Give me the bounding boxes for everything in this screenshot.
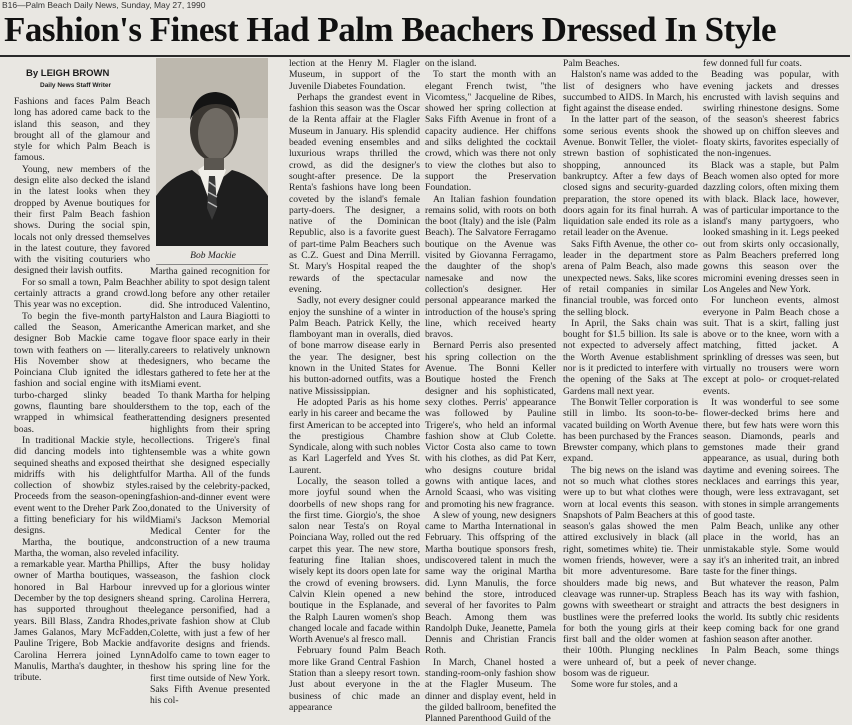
article-paragraph: Martha, the boutique, and Martha, the woman, also reveled in a remarkable year. Martha Phillips, owner of Martha boutiques, was honored in Bal Harbour in December by the top designers she has supported throughout the years. Bill Blass, Zandra Rhodes, James Galanos, Mary McFadden, Pauline Trigere, Bob Mackie and Carolina Herrera joined Lynn Manulis, Martha's daughter, in the tribute. <box>14 536 150 684</box>
article-paragraph: In the latter part of the season, some serious events shook the Avenue. Bonwit Teller, the violet-strewn bastion of sophisticated shopping, announced its bankruptcy. After a few days of closed signs and security-guarded preparation, the store opened its doors again for its final hurrah. A liquidation sale ended its role as a retail leader on the Avenue. <box>563 114 698 239</box>
article-paragraph: Some wore fur stoles, and a <box>571 679 678 691</box>
article-paragraph: lection at the Henry M. Flagler Museum, in support of the Juvenile Diabetes Foundation. <box>289 58 420 92</box>
article-column-1 <box>14 96 150 684</box>
article-paragraph: For luncheon events, almost everyone in Palm Beach chose a suit. That is a skirt, falling just above or to the knee, worn with a matching, fitted jacket. A sprinkling of dresses was seen, but virtually no trousers were worn except at polo- or croquet-related events. <box>703 295 839 397</box>
article-paragraph: To thank Martha for helping them to the top, each of the attending designers presented highlights from their spring collections. Trigere's final ensemble was a white gown that she designed especially for Martha. All of the funds raised by the celebrity-packed, fashion-and-dinner event were donated to the University of Miami's Jackson Memorial Medical Center for the construction of a new trauma facility. <box>150 390 270 560</box>
headline-rule <box>0 55 850 57</box>
article-column-6 <box>703 58 839 668</box>
article-paragraph: February found Palm Beach more like Grand Central Fashion Station than a sleepy resort town. Just about everyone in the business of chic made an appearance <box>289 645 420 713</box>
article-paragraph: For so small a town, Palm Beach certainly attracts a grand crowd. This year was no exception. <box>14 276 150 311</box>
byline: By LEIGH BROWN <box>26 68 110 79</box>
article-paragraph: Sadly, not every designer could enjoy the sunshine of a winter in Palm Beach. Patrick Kelly, the flamboyant man in overalls, died of bone marrow disease early in the year. The designer, best known in the United States for his button-adorned outfits, was a native Mississippian. <box>289 295 420 397</box>
article-paragraph: Martha gained recognition for her ability to spot design talent long before any other retailer did. She introduced Valentino, Halston and Laura Biagiotti to the American market, and she gave floor space early in their careers to relatively unknown designers, who became the stars gathered to fete her at the Miami event. <box>150 266 270 390</box>
article-column-3 <box>289 58 420 713</box>
article-paragraph: Palm Beach, unlike any other place in the world, has an unmistakable style. Some would say it's an inherited trait, an inbred taste for the finer things. <box>703 521 839 578</box>
article-paragraph: An Italian fashion foundation remains solid, with roots on both the boot (Italy) and the isle (Palm Beach). The Salvatore Ferragamo boutique on the Avenue was visited by Giovanna Ferragamo, the daughter of the shop's namesake and now the collection's designer. Her personal appearance marked the introduction of the house's spring line, which received hearty bravos. <box>425 193 556 341</box>
article-paragraph: The Bonwit Teller corporation is still in limbo. Its soon-to-be-vacated building on Worth Avenue has been purchased by the Frances Brewster company, which plans to expand. <box>563 396 698 465</box>
article-column-2 <box>150 266 270 707</box>
article-paragraph: He adopted Paris as his home early in his career and became the first American to be accepted into the prestigious Chambre Syndicale, along with such nobles as Karl Lagerfeld and Yves St. Laurent. <box>289 396 420 476</box>
headline: Fashion's Finest Had Palm Beachers Dressed In Style <box>4 10 777 49</box>
article-column-5 <box>563 58 698 691</box>
article-paragraph: Beading was popular, with evening jackets and dresses encrusted with lavish sequins and swirling rhinestone designs. Some of the season's sheerest fabrics showed up on chiffon sleeves and floaty skirts, favorites especially of the non-ingenues. <box>703 69 839 160</box>
page-header: B16—Palm Beach Daily News, Sunday, May 27, 1990 <box>2 0 206 10</box>
article-paragraph: on the island. <box>425 58 477 69</box>
designer-photo <box>156 58 268 246</box>
article-paragraph: few donned full fur coats. <box>703 58 802 69</box>
byline-subtitle: Daily News Staff Writer <box>40 82 112 89</box>
article-paragraph: To start the month with an elegant French twist, "the Vicomtess," Jacqueline de Ribes, showed her spring collection at Saks Fifth Avenue in front of a capacity audience. Her chiffons and silks delighted the cocktail crowd, which was there not only to view the clothes but also to support the Preservation Foundation. <box>425 69 556 194</box>
article-paragraph: In traditional Mackie style, he did dancing models into tight sequined sheaths and exposed their midriffs with his delightful collection of showbiz styles. Proceeds from the season-opening event went to the Dreher Park Zoo, a fitting beneficiary for his wild designs. <box>14 434 150 537</box>
article-paragraph: Halston's name was added to the list of designers who have succumbed to AIDS. In March, his fight against the disease ended. <box>563 69 698 115</box>
article-paragraph: Locally, the season tolled a more joyful sound when the doorbells of new shops rang for the first time. Giorgio's, the shoe salon near Testa's on Royal Poinciana Way, rolled out the red carpet this year. The new store, featuring fine Italian shoes, wisely kept its doors open late for the crowd of evening browsers. Calvin Klein opened a new boutique in the Esplanade, and the Ralph Lauren women's shop changed locale and facade within Worth Avenue's al fresco mall. <box>289 475 420 646</box>
article-paragraph: Black was a staple, but Palm Beach women also opted for more dazzling colors, often mixing them with black. Black lace, however, was of particular importance to the island's many partygoers, who looked smashing in it. Legs peeked out from skirts only occasionally, as Palm Beachers preferred long gowns this season over the micromini evening dresses seen in Los Angeles and New York. <box>703 159 839 295</box>
article-paragraph: In April, the Saks chain was bought for $1.5 billion. Its sale is not expected to adversely affect the Worth Avenue establishment nor is it predicted to interfere with the opening of the Saks at The Gardens mall next year. <box>563 317 698 397</box>
article-paragraph: Bernard Perris also presented his spring collection on the Avenue. The Bonni Keller Boutique hosted the French designer and his sophisticated, sexy clothes. Perris' appearance was followed by Pauline Trigere's, who held an informal fashion show at Club Colette. Victor Costa also came to town with his clothes, as did Pat Kerr, who designs couture bridal gowns with antique laces, and Arnold Scaasi, who was visiting and promoting his new fragrance. <box>425 340 556 510</box>
article-paragraph: Fashions and faces Palm Beach long has adored came back to the island this season, and they brought all of the glamour and style for which Palm Beach is famous. <box>14 96 150 164</box>
article-paragraph: A slew of young, new designers came to Martha International in February. This offspring of the Martha boutique sponsors fresh, undiscovered talent in much the same way the original Martha did. Lynn Manulis, the force behind the store, introduced several of her favorites to Palm Beach. Among them was Randolph Duke, Jeanette, Pamela Dennis and Christian Francis Roth. <box>425 509 556 657</box>
article-paragraph: In Palm Beach, some things never change. <box>703 645 839 668</box>
caption-rule <box>156 264 268 265</box>
article-column-4 <box>425 58 556 725</box>
article-paragraph: After the busy holiday season, the fashion clock revved up for a glorious winter and spring. Carolina Herrera, elegance personified, had a private fashion show at Club Colette, with just a few of her favorite designs and friends. Adolfo came to town eager to show his spring line for the first time outside of New York. Saks Fifth Avenue presented his col- <box>150 559 270 707</box>
photo-caption: Bob Mackie <box>190 251 236 261</box>
article-paragraph: It was wonderful to see some flower-decked brims here and there, but few hats were worn this season. Diamonds, pearls and gemstones made their grand appearance, as usual, during both daytime and evening soirees. The necklaces and earrings this year, though, were less extravagant, set with stones in simple arrangements of good taste. <box>703 396 839 521</box>
article-paragraph: The big news on the island was not so much what clothes stores were up to but what clothes were worn at local events this season. Snapshots of Palm Beachers at this season's galas showed the men attired exclusively in black (all right, sometimes white) tie. Their women friends, however, were a bit more adventuresome. Bare shoulders made big news, and cleavage was runner-up. Strapless gowns with sweetheart or straight bustlines were the preferred looks for both the young girls at their first ball and the older women at their 100th. Plunging necklines were unheard of, but a peek of bosom was de rigueur. <box>563 464 698 680</box>
article-paragraph: Young, new members of the design elite also decked the island in the latest looks when they dropped by Avenue boutiques for their first Palm Beach fashion shows. During the social spin, locals not only dressed themselves in the latest couture, they favored with the visiting couturiers who designed their lavish outfits. <box>14 163 150 277</box>
article-paragraph: Perhaps the grandest event in fashion this season was the Oscar de la Renta affair at the Flagler Museum in January. His splendid beaded evening ensembles and luxurious wraps thrilled the crowd, as did the designer's sought-after presence. De la Renta's fashions have long been coveted by the island's female party-doers. The designer, a native of the Dominican Republic, also is a favorite guest of part-time Palm Beachers such as C.Z. Guest and Dina Merrill. St. Mary's Hospital reaped the rewards of the spectacular evening. <box>289 91 420 295</box>
article-paragraph: To begin the five-month party called the Season, American designer Bob Mackie came to town with feathers on — literally. His November show at the Poinciana Club ignited the idle fashion and social engine with its turbo-charged slinky beaded gowns, flaunting bare shoulders wrapped in whimsical feather boas. <box>14 310 150 435</box>
article-paragraph: In March, Chanel hosted a standing-room-only fashion show at the Flagler Museum. The dinner and display event, held in the gilded ballroom, benefited the Planned Parenthood Guild of the <box>425 656 556 725</box>
article-paragraph: But whatever the reason, Palm Beach has its way with fashion, and attracts the best designers in the world. Its subtly chic residents keep coming back for one grand fashion season after another. <box>703 577 839 646</box>
article-paragraph: Palm Beaches. <box>563 58 620 69</box>
article-paragraph: Saks Fifth Avenue, the other co-leader in the department store arena of Palm Beach, also made unexpected news. Saks, like scores of retail companies in similar financial trouble, was forced onto the selling block. <box>563 238 698 318</box>
